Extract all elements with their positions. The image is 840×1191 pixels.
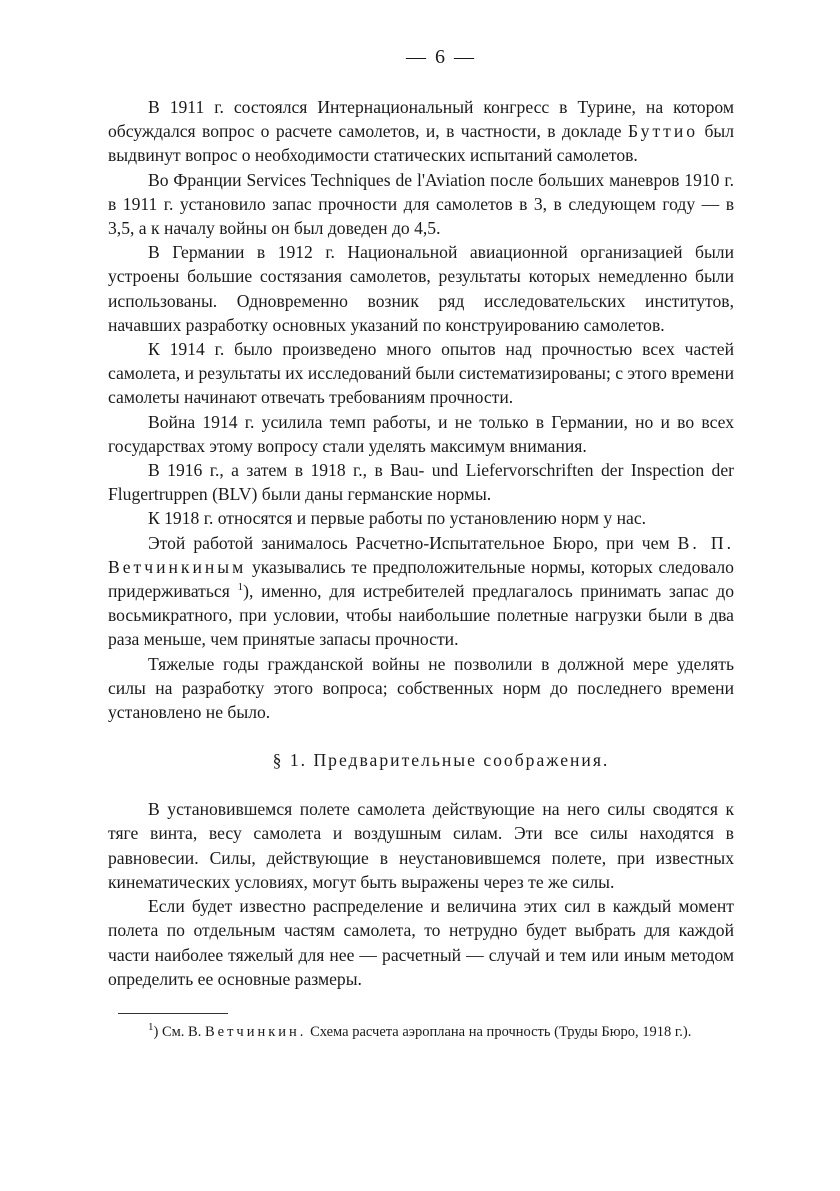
name-vetchinkin: В. П. Ветчинкиным (108, 532, 734, 577)
paragraph-load-distribution: Если будет известно распределение и величина этих сил в каждый момент полета по отдельным частям самолета, то нетрудно будет выбрать для каждой части наиболее тяжелый для нее — расчетный — случай и тем или иным методом определить ее основные размеры. (108, 896, 734, 989)
paragraph-1914-experiments: К 1914 г. было произведено много опытов над прочностью всех частей самолета, и результаты их исследований были систематизированы; с этого времени самолеты начинают отвечать требованиям прочности. (108, 339, 734, 408)
footnote-author: Ветчинкин. (204, 1023, 307, 1040)
footnote-divider (118, 1013, 228, 1014)
page-number: — 6 — (406, 46, 476, 68)
paragraph-text: был выдвинут вопрос о необходимости статических испытаний самолетов. (108, 121, 734, 166)
paragraph-text: В 1911 г. состоялся Интернациональный конгресс в Турине, на котором обсуждался вопрос о расчете самолетов, и, в частности, в докладе (108, 97, 734, 142)
footnote-mark: 1 (148, 1021, 154, 1034)
paragraph-text: ), именно, для истребителей предлагалось принимать запас до восьмикратного, при условии, чтобы наибольшие полетные нагрузки были в два раза меньше, чем принятые запасы прочности. (108, 581, 735, 650)
paragraph-1918-russia: К 1918 г. относятся и первые работы по установлению норм у нас. (148, 508, 647, 529)
paragraph-france: Во Франции Services Techniques de l'Aviation после больших маневров 1910 г. в 1911 г. установило запас прочности для самолетов в 3, в следующем году — в 3,5, а к началу войны он был доведен до 4,5. (108, 169, 734, 239)
paragraph-turin-congress (108, 95, 734, 168)
footnote (108, 1022, 734, 1042)
paragraph-text: Этой работой занималось Расчетно-Испытательное Бюро, при чем (148, 532, 670, 553)
paragraph-war-1914: Война 1914 г. усилила темп работы, и не только в Германии, но и во всех государствах этому вопросу стали уделять максимум внимания. (108, 411, 734, 456)
paragraph-steady-flight: В установившемся полете самолета действующие на него силы сводятся к тяге винта, весу самолета и воздушным силам. Эти все силы находятся в равновесии. Силы, действующие в неустановившемся полете, при известных кинематических условиях, могут быть выражены через те же силы. (108, 799, 734, 892)
section-heading: § 1. Предварительные соображения. (272, 750, 610, 771)
footnote-text: Схема расчета аэроплана на прочность (Труды Бюро, 1918 г.). (310, 1023, 692, 1040)
paragraph-bureau (108, 531, 734, 652)
paragraph-blv-norms: В 1916 г., а затем в 1918 г., в Bau- und Liefervorschriften der Inspection der Flugertruppen (BLV) были даны германские нормы. (108, 460, 734, 505)
paragraph-civil-war: Тяжелые годы гражданской войны не позволили в должной мере уделять силы на разработку этого вопроса; собственных норм до последнего времени установлено не было. (108, 653, 734, 723)
footnote-ref: 1 (237, 581, 244, 594)
body-text (108, 95, 734, 991)
paragraph-text: указывались те предположительные нормы, которых следовало придерживаться (108, 556, 734, 602)
footnote-prefix: ) См. В. (153, 1023, 202, 1040)
document-page (108, 46, 734, 1042)
name-buttio: Буттио (627, 121, 699, 142)
paragraph-germany-1912: В Германии в 1912 г. Национальной авиационной организацией были устроены большие состязания самолетов, результаты которых немедленно были использованы. Одновременно возник ряд исследовательских институтов, начавших разработку основных указаний по конструированию самолетов. (108, 242, 734, 335)
